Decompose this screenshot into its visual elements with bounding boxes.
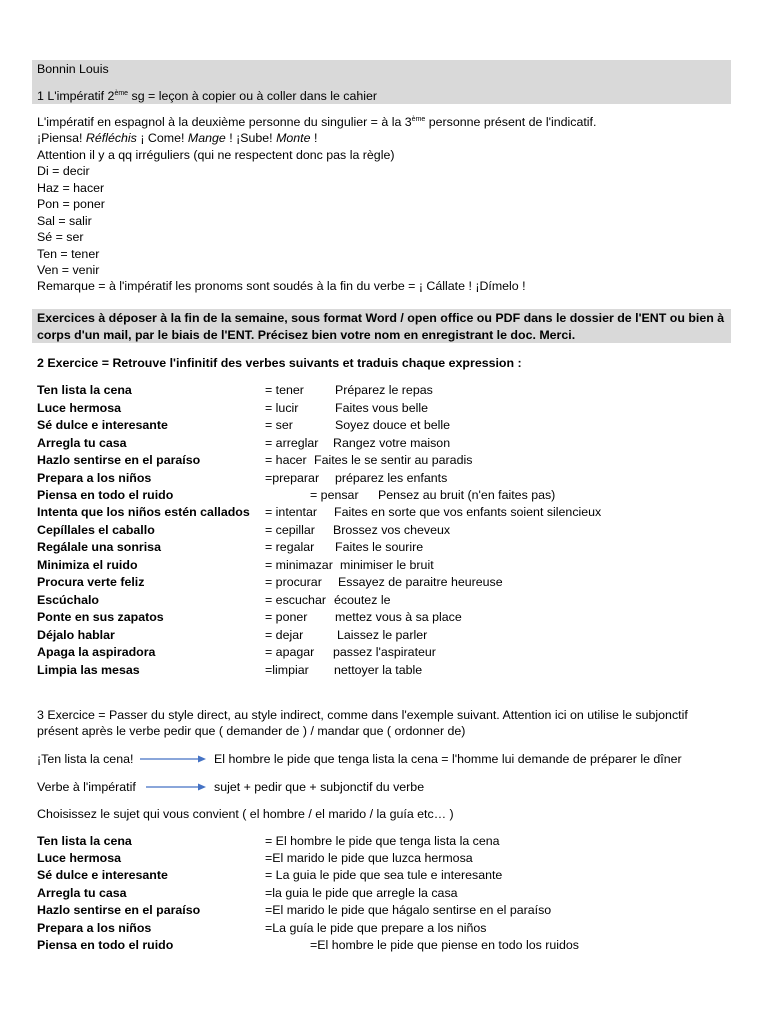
choose-subject: Choisissez le sujet qui vous convient ( el hombre / el marido / la guía etc… ) [37,807,454,821]
irregular-item: Haz = hacer [37,181,105,195]
ex2-translation: Laissez le parler [337,628,428,642]
ex3-expression: Prepara a los niños [37,921,152,935]
ex2-expression: Cepíllales el caballo [37,523,155,537]
ex2-translation: Pensez au bruit (n'en faites pas) [378,488,556,502]
ex2-infinitive: = poner [265,610,308,624]
ex2-infinitive: = dejar [265,628,304,642]
notice-line: corps d'un mail, par le biais de l'ENT. Précisez bien votre nom en enregistrant le doc. Merci. [37,328,576,342]
ex2-infinitive: = escuchar [265,593,326,607]
ex2-translation: Faites le sourire [335,540,424,554]
irregular-warning: Attention il y a qq irréguliers (qui ne respectent donc pas la règle) [37,148,395,162]
lesson-remark: Remarque = à l'impératif les pronoms sont soudés à la fin du verbe = ¡ Cállate ! ¡Dímelo ! [37,279,526,293]
lesson-intro-prefix: L'impératif en espagnol à la deuxième personne du singulier = à la 3 [37,115,412,129]
ex2-infinitive: =limpiar [265,663,309,677]
ex2-expression: Ponte en sus zapatos [37,610,164,624]
ex3-answer: =El marido le pide que hágalo sentirse en el paraíso [265,903,552,917]
example-es: ¡ Come! [140,131,185,145]
ex3-expression: Luce hermosa [37,851,122,865]
lesson-title-sup: ème [114,90,129,97]
notice-line: Exercices à déposer à la fin de la semaine, sous format Word / open office ou PDF dans le dossier de l'ENT ou bien à [37,311,725,325]
irregular-item: Sé = ser [37,230,84,244]
ex2-translation: Rangez votre maison [333,436,451,450]
ex2-expression: Procura verte feliz [37,575,145,589]
ex2-expression: Luce hermosa [37,401,122,415]
example-fr: Monte [276,131,311,145]
ex2-infinitive: = apagar [265,645,315,659]
example-fr: Mange [187,131,226,145]
ex2-expression: Déjalo hablar [37,628,115,642]
ex2-translation: Essayez de paraitre heureuse [338,575,503,589]
lesson-title [37,88,377,104]
author-name: Bonnin Louis [37,62,109,76]
ex3-expression: Piensa en todo el ruido [37,938,174,952]
arrow-right-icon [146,781,206,793]
ex2-infinitive: = arreglar [265,436,319,450]
example-left: ¡Ten lista la cena! [37,752,134,766]
ex2-translation: Faites vous belle [335,401,428,415]
ex3-expression: Ten lista la cena [37,834,132,848]
ex2-translation: mettez vous à sa place [335,610,462,624]
ex2-translation: Préparez le repas [335,383,433,397]
rule-right: sujet + pedir que + subjonctif du verbe [214,780,425,794]
ex2-translation: Faites en sorte que vos enfants soient silencieux [334,505,602,519]
ex2-expression: Hazlo sentirse en el paraíso [37,453,201,467]
example-fr: Réfléchis [85,131,137,145]
exercise3-title-cont: présent après le verbe pedir que ( demander de ) / mandar que ( ordonner de) [37,724,466,738]
ex2-infinitive: = ser [265,418,293,432]
irregular-item: Sal = salir [37,214,92,228]
lesson-intro-sup: ème [411,116,426,123]
lesson-title-suffix: sg = leçon à copier ou à coller dans le cahier [128,89,378,103]
ex2-translation: préparez les enfants [335,471,448,485]
ex2-infinitive: = lucir [265,401,299,415]
ex2-expression: Minimiza el ruido [37,558,138,572]
ex3-expression: Hazlo sentirse en el paraíso [37,903,201,917]
ex2-translation: passez l'aspirateur [333,645,436,659]
ex2-expression: Ten lista la cena [37,383,132,397]
rule-left: Verbe à l'impératif [37,780,136,794]
ex3-answer: =El marido le pide que luzca hermosa [265,851,473,865]
ex2-translation: Soyez douce et belle [335,418,451,432]
ex2-expression: Arregla tu casa [37,436,127,450]
exercise2-title: 2 Exercice = Retrouve l'infinitif des verbes suivants et traduis chaque expression : [37,356,522,370]
exercise3-title: 3 Exercice = Passer du style direct, au style indirect, comme dans l'exemple suivant. Attention ici on utilise le subjonctif [37,708,688,722]
ex2-expression: Sé dulce e interesante [37,418,168,432]
ex2-infinitive: = hacer [265,453,307,467]
ex2-expression: Regálale una sonrisa [37,540,161,554]
ex2-infinitive: = intentar [265,505,318,519]
ex3-answer: =El hombre le pide que piense en todo los ruidos [310,938,579,952]
ex2-translation: écoutez le [334,593,391,607]
irregular-item: Pon = poner [37,197,105,211]
arrow-right-icon [140,753,206,765]
ex2-expression: Apaga la aspiradora [37,645,156,659]
ex2-infinitive: =preparar [265,471,320,485]
ex2-infinitive: = regalar [265,540,315,554]
ex2-translation: Faites le se sentir au paradis [314,453,473,467]
example-right: El hombre le pide que tenga lista la cena = l'homme lui demande de préparer le dîner [214,752,682,766]
irregular-item: Di = decir [37,164,90,178]
ex3-expression: Sé dulce e interesante [37,868,168,882]
ex2-expression: Intenta que los niños estén callados [37,505,250,519]
ex3-answer: =La guía le pide que prepare a los niños [265,921,487,935]
lesson-examples [37,130,317,146]
ex3-answer: =la guia le pide que arregle la casa [265,886,458,900]
lesson-title-prefix: 1 L'impératif 2 [37,89,115,103]
ex2-translation: nettoyer la table [334,663,423,677]
lesson-intro-suffix: personne présent de l'indicatif. [425,115,597,129]
ex2-infinitive: = procurar [265,575,322,589]
examples-end: ! [310,131,318,145]
ex2-translation: minimiser le bruit [340,558,434,572]
ex2-translation: Brossez vos cheveux [333,523,451,537]
ex3-expression: Arregla tu casa [37,886,127,900]
example-es: ! ¡Sube! [229,131,273,145]
ex2-expression: Piensa en todo el ruido [37,488,174,502]
ex2-infinitive: = tener [265,383,304,397]
ex3-answer: = El hombre le pide que tenga lista la cena [265,834,500,848]
ex3-answer: = La guia le pide que sea tule e interesante [265,868,503,882]
ex2-infinitive: = minimazar [265,558,333,572]
ex2-expression: Limpia las mesas [37,663,140,677]
irregular-item: Ten = tener [37,247,100,261]
ex2-infinitive: = pensar [310,488,359,502]
ex2-expression: Escúchalo [37,593,99,607]
irregular-item: Ven = venir [37,263,100,277]
ex2-expression: Prepara a los niños [37,471,152,485]
example-es: ¡Piensa! [37,131,83,145]
ex2-infinitive: = cepillar [265,523,315,537]
lesson-intro [37,114,596,130]
